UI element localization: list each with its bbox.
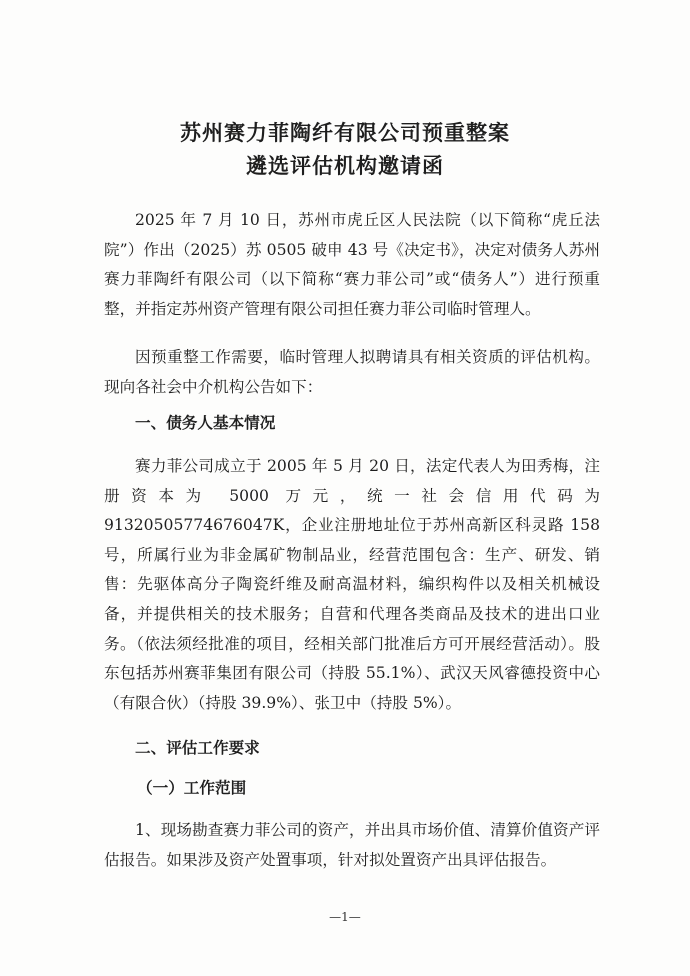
- document-title-line-1: 苏州赛力菲陶纤有限公司预重整案: [180, 120, 510, 145]
- document-title-line-2: 遴选评估机构邀请函: [246, 153, 444, 178]
- page-number: —1—: [329, 910, 361, 924]
- intro-paragraph: 2025 年 7 月 10 日，苏州市虎丘区人民法院（以下简称“虎丘法院”）作出（2025）苏 0505 破申 43 号《决定书》，决定对债务人苏州赛力菲陶纤有限公司（以下简称“赛力菲公司”或“债务人”）进行预重整，并指定苏州资产管理有限公司担任赛力菲公司临时管理人。: [104, 211, 600, 318]
- section-heading-debtor-info: 一、债务人基本情况: [135, 413, 276, 432]
- section-heading-requirements: 二、评估工作要求: [135, 738, 260, 757]
- scope-item-paragraph: 1、现场勘查赛力菲公司的资产，并出具市场价值、清算价值资产评估报告。如果涉及资产处置事项，针对拟处置资产出具评估报告。: [104, 821, 600, 869]
- debtor-info-paragraph: 赛力菲公司成立于 2005 年 5 月 20 日，法定代表人为田秀梅，注册资本为 5000 万元，统一社会信用代码为 91320505774676047K，企业注册地址位于苏州高新区科灵路 158 号，所属行业为非金属矿物制品业，经营范围包含：生产、研发、销售：先驱体高分子陶瓷纤维及耐高温材料，编织构件以及相关机械设备，并提供相关的技术服务；自营和代理各类商品及技术的进出口业务。（依法须经批准的项目，经相关部门批准后方可开展经营活动）。股东包括苏州赛菲集团有限公司（持股 55.1%）、武汉天风睿德投资中心（有限合伙）（持股 39.9%）、张卫中（持股 5%）。: [104, 457, 600, 712]
- subsection-heading-scope: （一）工作范围: [137, 778, 247, 797]
- purpose-paragraph: 因预重整工作需要，临时管理人拟聘请具有相关资质的评估机构。现向各社会中介机构公告如下：: [104, 348, 600, 396]
